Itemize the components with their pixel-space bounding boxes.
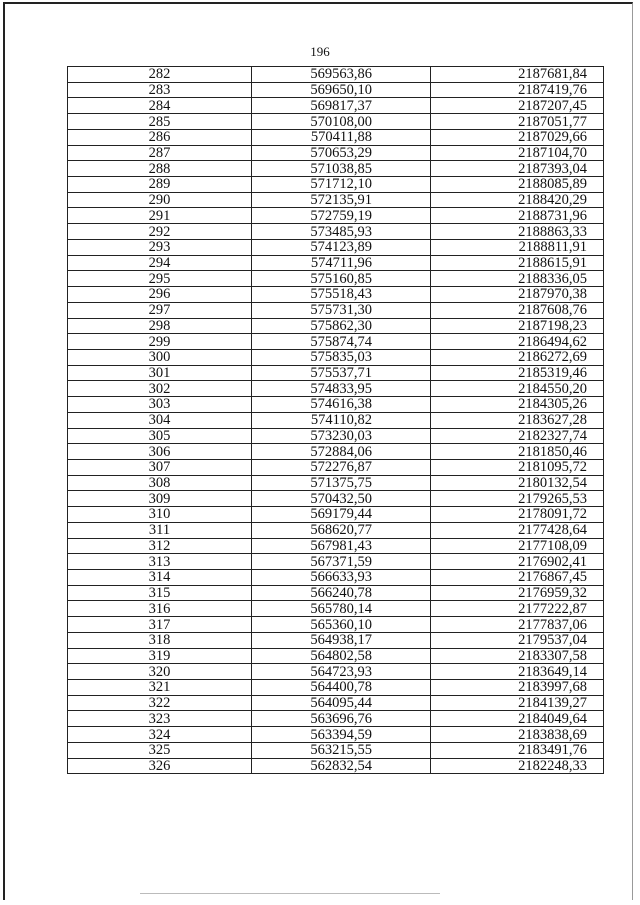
y-coordinate-cell: 2177222,87 bbox=[431, 601, 604, 617]
x-coordinate-cell: 569563,86 bbox=[252, 67, 431, 83]
x-coordinate-cell: 566240,78 bbox=[252, 585, 431, 601]
table-row bbox=[68, 318, 604, 334]
table-row bbox=[68, 695, 604, 711]
x-coordinate-cell: 575874,74 bbox=[252, 334, 431, 350]
x-coordinate-cell: 575862,30 bbox=[252, 318, 431, 334]
table-row bbox=[68, 617, 604, 633]
point-number-cell: 284 bbox=[68, 98, 252, 114]
y-coordinate-cell: 2187029,66 bbox=[431, 129, 604, 145]
x-coordinate-cell: 563394,59 bbox=[252, 727, 431, 743]
coordinates-table-body bbox=[68, 67, 604, 774]
y-coordinate-cell: 2179265,53 bbox=[431, 491, 604, 507]
table-row bbox=[68, 491, 604, 507]
x-coordinate-cell: 569179,44 bbox=[252, 507, 431, 523]
point-number-cell: 317 bbox=[68, 617, 252, 633]
x-coordinate-cell: 574616,38 bbox=[252, 397, 431, 413]
x-coordinate-cell: 569650,10 bbox=[252, 82, 431, 98]
x-coordinate-cell: 562832,54 bbox=[252, 758, 431, 774]
table-row bbox=[68, 129, 604, 145]
point-number-cell: 298 bbox=[68, 318, 252, 334]
point-number-cell: 303 bbox=[68, 397, 252, 413]
x-coordinate-cell: 574110,82 bbox=[252, 412, 431, 428]
table-row bbox=[68, 302, 604, 318]
scan-artifact-line bbox=[140, 893, 440, 894]
table-row bbox=[68, 114, 604, 130]
point-number-cell: 292 bbox=[68, 224, 252, 240]
point-number-cell: 308 bbox=[68, 475, 252, 491]
table-row bbox=[68, 161, 604, 177]
table-row bbox=[68, 239, 604, 255]
table-row bbox=[68, 570, 604, 586]
table-row bbox=[68, 365, 604, 381]
y-coordinate-cell: 2183307,58 bbox=[431, 648, 604, 664]
x-coordinate-cell: 574711,96 bbox=[252, 255, 431, 271]
table-row bbox=[68, 711, 604, 727]
x-coordinate-cell: 570432,50 bbox=[252, 491, 431, 507]
table-row bbox=[68, 349, 604, 365]
x-coordinate-cell: 564802,58 bbox=[252, 648, 431, 664]
x-coordinate-cell: 564938,17 bbox=[252, 632, 431, 648]
y-coordinate-cell: 2183491,76 bbox=[431, 742, 604, 758]
point-number-cell: 296 bbox=[68, 287, 252, 303]
table-row bbox=[68, 522, 604, 538]
table-row bbox=[68, 98, 604, 114]
x-coordinate-cell: 567371,59 bbox=[252, 554, 431, 570]
x-coordinate-cell: 570108,00 bbox=[252, 114, 431, 130]
table-row bbox=[68, 412, 604, 428]
y-coordinate-cell: 2183627,28 bbox=[431, 412, 604, 428]
y-coordinate-cell: 2184049,64 bbox=[431, 711, 604, 727]
point-number-cell: 312 bbox=[68, 538, 252, 554]
y-coordinate-cell: 2184305,26 bbox=[431, 397, 604, 413]
y-coordinate-cell: 2177108,09 bbox=[431, 538, 604, 554]
table-row bbox=[68, 287, 604, 303]
table-row bbox=[68, 255, 604, 271]
x-coordinate-cell: 569817,37 bbox=[252, 98, 431, 114]
table-row bbox=[68, 82, 604, 98]
x-coordinate-cell: 570653,29 bbox=[252, 145, 431, 161]
point-number-cell: 307 bbox=[68, 459, 252, 475]
table-row bbox=[68, 67, 604, 83]
table-row bbox=[68, 758, 604, 774]
point-number-cell: 304 bbox=[68, 412, 252, 428]
y-coordinate-cell: 2179537,04 bbox=[431, 632, 604, 648]
table-row bbox=[68, 554, 604, 570]
point-number-cell: 300 bbox=[68, 349, 252, 365]
y-coordinate-cell: 2177428,64 bbox=[431, 522, 604, 538]
point-number-cell: 301 bbox=[68, 365, 252, 381]
point-number-cell: 324 bbox=[68, 727, 252, 743]
table-row bbox=[68, 727, 604, 743]
y-coordinate-cell: 2187970,38 bbox=[431, 287, 604, 303]
x-coordinate-cell: 572884,06 bbox=[252, 444, 431, 460]
y-coordinate-cell: 2188863,33 bbox=[431, 224, 604, 240]
point-number-cell: 325 bbox=[68, 742, 252, 758]
point-number-cell: 310 bbox=[68, 507, 252, 523]
x-coordinate-cell: 572759,19 bbox=[252, 208, 431, 224]
point-number-cell: 289 bbox=[68, 177, 252, 193]
point-number-cell: 322 bbox=[68, 695, 252, 711]
table-row bbox=[68, 224, 604, 240]
y-coordinate-cell: 2184139,27 bbox=[431, 695, 604, 711]
x-coordinate-cell: 570411,88 bbox=[252, 129, 431, 145]
table-row bbox=[68, 192, 604, 208]
table-row bbox=[68, 538, 604, 554]
x-coordinate-cell: 574123,89 bbox=[252, 239, 431, 255]
y-coordinate-cell: 2187207,45 bbox=[431, 98, 604, 114]
y-coordinate-cell: 2181095,72 bbox=[431, 459, 604, 475]
point-number-cell: 306 bbox=[68, 444, 252, 460]
table-row bbox=[68, 601, 604, 617]
point-number-cell: 321 bbox=[68, 680, 252, 696]
x-coordinate-cell: 571375,75 bbox=[252, 475, 431, 491]
x-coordinate-cell: 571712,10 bbox=[252, 177, 431, 193]
coordinates-table bbox=[67, 66, 604, 774]
table-row bbox=[68, 475, 604, 491]
point-number-cell: 318 bbox=[68, 632, 252, 648]
table-row bbox=[68, 428, 604, 444]
y-coordinate-cell: 2182248,33 bbox=[431, 758, 604, 774]
point-number-cell: 290 bbox=[68, 192, 252, 208]
point-number-cell: 299 bbox=[68, 334, 252, 350]
y-coordinate-cell: 2187419,76 bbox=[431, 82, 604, 98]
table-row bbox=[68, 742, 604, 758]
table-row bbox=[68, 397, 604, 413]
table-row bbox=[68, 334, 604, 350]
table-row bbox=[68, 177, 604, 193]
x-coordinate-cell: 575160,85 bbox=[252, 271, 431, 287]
y-coordinate-cell: 2187681,84 bbox=[431, 67, 604, 83]
y-coordinate-cell: 2187393,04 bbox=[431, 161, 604, 177]
x-coordinate-cell: 565780,14 bbox=[252, 601, 431, 617]
y-coordinate-cell: 2185319,46 bbox=[431, 365, 604, 381]
x-coordinate-cell: 575537,71 bbox=[252, 365, 431, 381]
y-coordinate-cell: 2184550,20 bbox=[431, 381, 604, 397]
x-coordinate-cell: 564400,78 bbox=[252, 680, 431, 696]
point-number-cell: 297 bbox=[68, 302, 252, 318]
x-coordinate-cell: 572135,91 bbox=[252, 192, 431, 208]
y-coordinate-cell: 2183838,69 bbox=[431, 727, 604, 743]
x-coordinate-cell: 564723,93 bbox=[252, 664, 431, 680]
x-coordinate-cell: 571038,85 bbox=[252, 161, 431, 177]
x-coordinate-cell: 563696,76 bbox=[252, 711, 431, 727]
x-coordinate-cell: 564095,44 bbox=[252, 695, 431, 711]
table-row bbox=[68, 381, 604, 397]
y-coordinate-cell: 2182327,74 bbox=[431, 428, 604, 444]
point-number-cell: 291 bbox=[68, 208, 252, 224]
y-coordinate-cell: 2187051,77 bbox=[431, 114, 604, 130]
point-number-cell: 311 bbox=[68, 522, 252, 538]
table-row bbox=[68, 145, 604, 161]
point-number-cell: 286 bbox=[68, 129, 252, 145]
table-row bbox=[68, 208, 604, 224]
y-coordinate-cell: 2176902,41 bbox=[431, 554, 604, 570]
y-coordinate-cell: 2188731,96 bbox=[431, 208, 604, 224]
point-number-cell: 320 bbox=[68, 664, 252, 680]
y-coordinate-cell: 2177837,06 bbox=[431, 617, 604, 633]
y-coordinate-cell: 2188615,91 bbox=[431, 255, 604, 271]
point-number-cell: 316 bbox=[68, 601, 252, 617]
point-number-cell: 295 bbox=[68, 271, 252, 287]
y-coordinate-cell: 2176959,32 bbox=[431, 585, 604, 601]
y-coordinate-cell: 2181850,46 bbox=[431, 444, 604, 460]
point-number-cell: 315 bbox=[68, 585, 252, 601]
y-coordinate-cell: 2186494,62 bbox=[431, 334, 604, 350]
x-coordinate-cell: 566633,93 bbox=[252, 570, 431, 586]
x-coordinate-cell: 575518,43 bbox=[252, 287, 431, 303]
point-number-cell: 319 bbox=[68, 648, 252, 664]
point-number-cell: 305 bbox=[68, 428, 252, 444]
table-row bbox=[68, 648, 604, 664]
table-row bbox=[68, 271, 604, 287]
x-coordinate-cell: 573485,93 bbox=[252, 224, 431, 240]
point-number-cell: 293 bbox=[68, 239, 252, 255]
y-coordinate-cell: 2183997,68 bbox=[431, 680, 604, 696]
table-row bbox=[68, 459, 604, 475]
y-coordinate-cell: 2180132,54 bbox=[431, 475, 604, 491]
table-row bbox=[68, 507, 604, 523]
x-coordinate-cell: 574833,95 bbox=[252, 381, 431, 397]
x-coordinate-cell: 568620,77 bbox=[252, 522, 431, 538]
x-coordinate-cell: 575835,03 bbox=[252, 349, 431, 365]
point-number-cell: 287 bbox=[68, 145, 252, 161]
y-coordinate-cell: 2188811,91 bbox=[431, 239, 604, 255]
y-coordinate-cell: 2187104,70 bbox=[431, 145, 604, 161]
point-number-cell: 294 bbox=[68, 255, 252, 271]
x-coordinate-cell: 563215,55 bbox=[252, 742, 431, 758]
x-coordinate-cell: 567981,43 bbox=[252, 538, 431, 554]
y-coordinate-cell: 2183649,14 bbox=[431, 664, 604, 680]
point-number-cell: 288 bbox=[68, 161, 252, 177]
x-coordinate-cell: 565360,10 bbox=[252, 617, 431, 633]
point-number-cell: 283 bbox=[68, 82, 252, 98]
point-number-cell: 309 bbox=[68, 491, 252, 507]
point-number-cell: 323 bbox=[68, 711, 252, 727]
table-row bbox=[68, 444, 604, 460]
point-number-cell: 326 bbox=[68, 758, 252, 774]
table-row bbox=[68, 664, 604, 680]
y-coordinate-cell: 2188085,89 bbox=[431, 177, 604, 193]
point-number-cell: 282 bbox=[68, 67, 252, 83]
y-coordinate-cell: 2187608,76 bbox=[431, 302, 604, 318]
y-coordinate-cell: 2188420,29 bbox=[431, 192, 604, 208]
y-coordinate-cell: 2187198,23 bbox=[431, 318, 604, 334]
point-number-cell: 313 bbox=[68, 554, 252, 570]
y-coordinate-cell: 2186272,69 bbox=[431, 349, 604, 365]
y-coordinate-cell: 2178091,72 bbox=[431, 507, 604, 523]
x-coordinate-cell: 573230,03 bbox=[252, 428, 431, 444]
table-row bbox=[68, 585, 604, 601]
point-number-cell: 285 bbox=[68, 114, 252, 130]
point-number-cell: 302 bbox=[68, 381, 252, 397]
x-coordinate-cell: 572276,87 bbox=[252, 459, 431, 475]
y-coordinate-cell: 2188336,05 bbox=[431, 271, 604, 287]
point-number-cell: 314 bbox=[68, 570, 252, 586]
table-row bbox=[68, 680, 604, 696]
table-row bbox=[68, 632, 604, 648]
x-coordinate-cell: 575731,30 bbox=[252, 302, 431, 318]
y-coordinate-cell: 2176867,45 bbox=[431, 570, 604, 586]
page-number: 196 bbox=[310, 44, 330, 59]
